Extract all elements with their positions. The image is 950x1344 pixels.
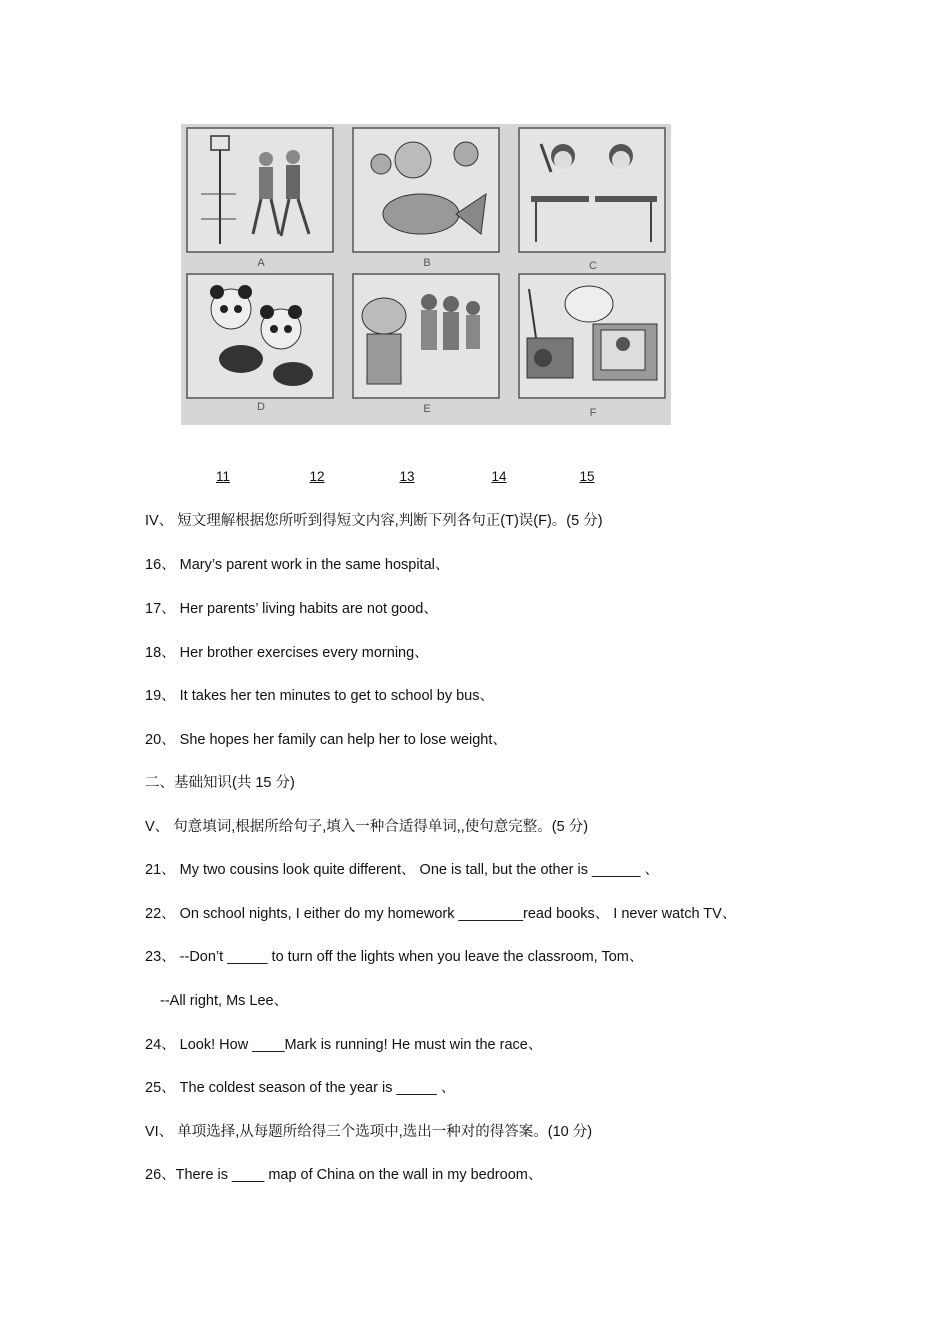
panel-e-people xyxy=(353,274,499,398)
section-vi-heading: VI、 单项选择,从每题所给得三个选项中,选出一种对的得答案。(10 分) xyxy=(145,1124,593,1140)
part-two-heading: 二、基础知识(共 15 分) xyxy=(145,775,295,791)
answer-blank-14: 14 xyxy=(491,469,507,484)
panel-a-basketball xyxy=(187,128,333,252)
panel-letter-f: F xyxy=(589,407,597,419)
section-v-heading: V、 句意填词,根据所给句子,填入一种合适得单词,,使句意完整。(5 分) xyxy=(145,819,589,835)
question-26: 26、There is ____ map of China on the wall in my bedroom、 xyxy=(145,1167,543,1183)
panel-b-boy-fish xyxy=(353,128,499,252)
answer-blank-15: 15 xyxy=(579,469,595,484)
panel-f-radio-tv xyxy=(519,274,665,398)
panel-letter-c: C xyxy=(589,260,597,272)
question-19: 19、 It takes her ten minutes to get to school by bus、 xyxy=(145,688,494,704)
question-23: 23、 --Don’t _____ to turn off the lights when you leave the classroom, Tom、 xyxy=(145,949,644,965)
question-25: 25、 The coldest season of the year is _____ 、 xyxy=(145,1080,456,1096)
panel-letter-d: D xyxy=(257,401,265,413)
panel-letter-e: E xyxy=(423,403,431,415)
section-iv-heading: IV、 短文理解根据您所听到得短文内容,判断下列各句正(T)误(F)。(5 分) xyxy=(145,513,603,529)
answer-blank-11: 11 xyxy=(215,469,230,484)
question-picture xyxy=(181,124,671,425)
answer-blank-13: 13 xyxy=(399,469,415,484)
panel-d-pandas xyxy=(187,274,333,398)
panel-letter-a: A xyxy=(257,257,265,269)
answer-blank-12: 12 xyxy=(309,469,325,484)
question-21: 21、 My two cousins look quite different、 One is tall, but the other is ______ 、 xyxy=(145,862,659,878)
question-18: 18、 Her brother exercises every morning、 xyxy=(145,645,429,661)
panel-letter-b: B xyxy=(423,257,431,269)
picture-grid xyxy=(181,124,671,425)
question-17: 17、 Her parents’ living habits are not good、 xyxy=(145,601,438,617)
answer-blanks xyxy=(181,469,625,484)
question-22: 22、 On school nights, I either do my homework ________read books、 I never watch TV、 xyxy=(145,906,737,922)
question-20: 20、 She hopes her family can help her to lose weight、 xyxy=(145,732,507,748)
question-23-reply: --All right, Ms Lee、 xyxy=(160,993,289,1009)
question-24: 24、 Look! How ____Mark is running! He must win the race、 xyxy=(145,1037,543,1053)
question-16: 16、 Mary’s parent work in the same hospital、 xyxy=(145,557,450,573)
panel-c-students xyxy=(519,128,665,252)
